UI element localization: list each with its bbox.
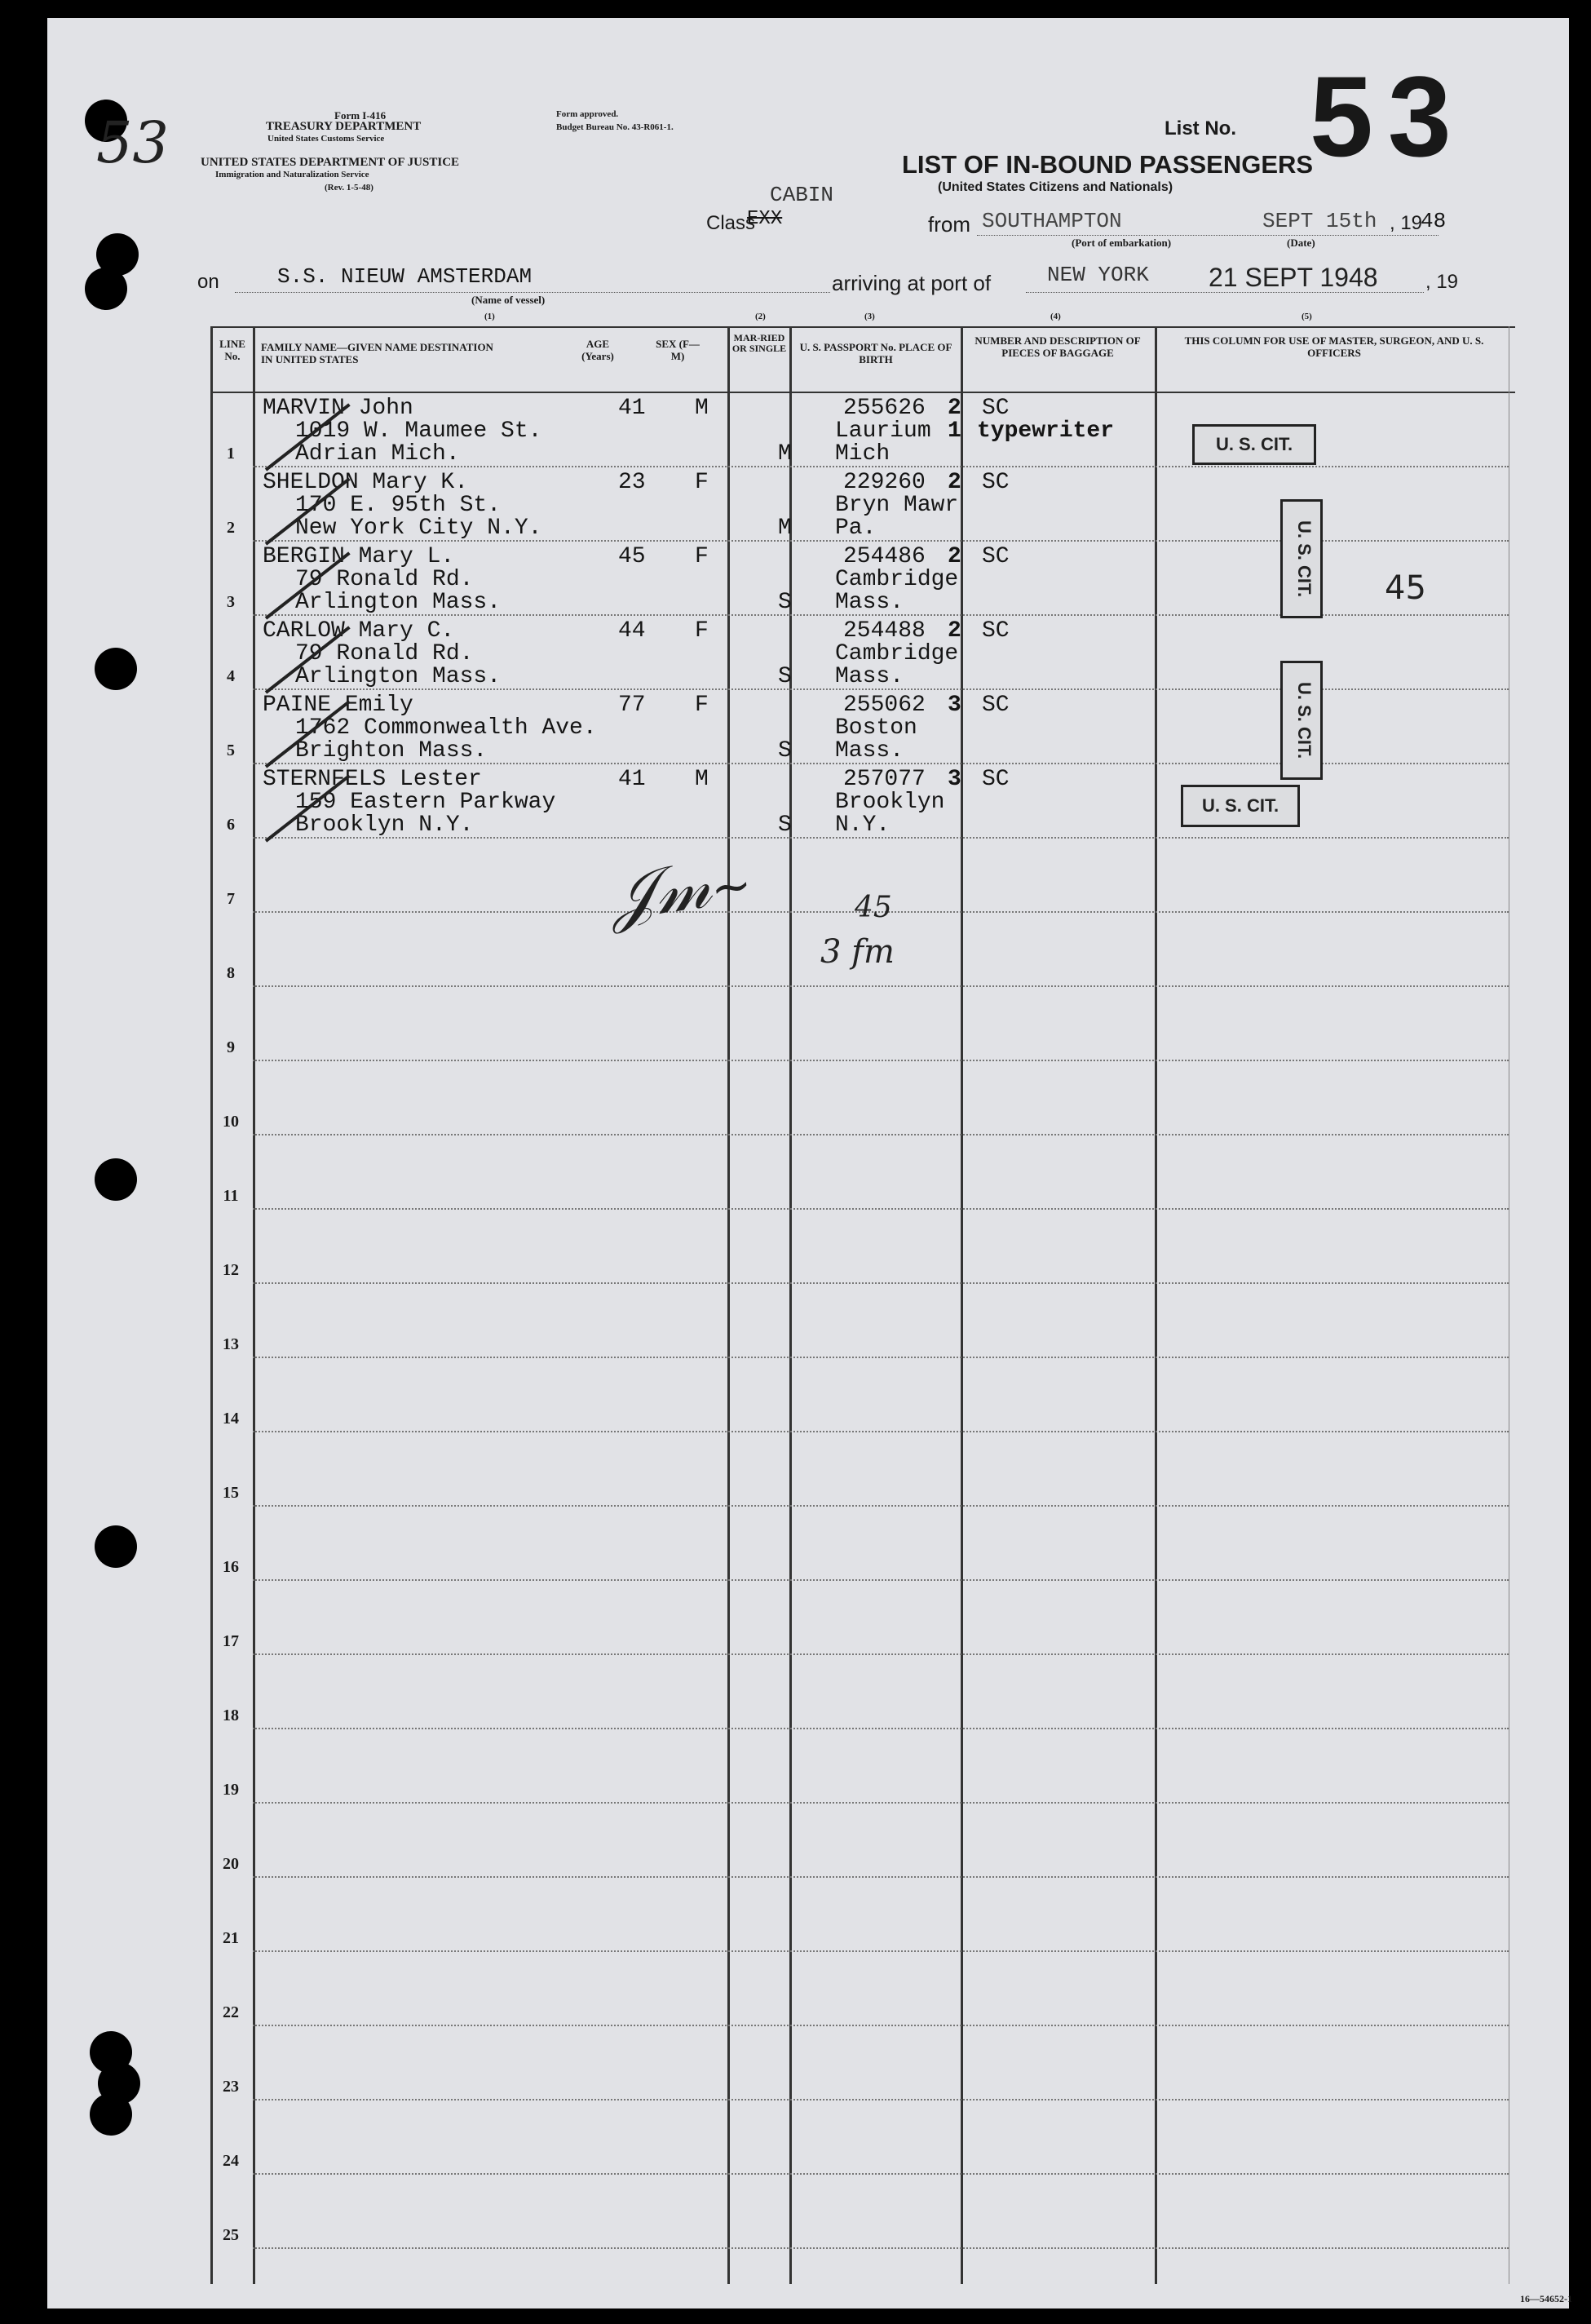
baggage-type: SC [982, 693, 1010, 718]
row-rule [253, 2247, 1509, 2249]
line-number: 4 [227, 667, 235, 685]
arriving-label: arriving at port of [832, 271, 992, 295]
line-number: 12 [223, 1261, 239, 1279]
print-code: 16—54652-1 [1520, 2293, 1572, 2304]
passenger-name: MARVIN John [263, 396, 413, 421]
passenger-city: Brighton Mass. [295, 738, 488, 764]
passenger-sex: F [695, 618, 709, 644]
passenger-age: 23 [618, 470, 646, 495]
baggage-type: typewriter [977, 418, 1115, 444]
row-rule [253, 1876, 1509, 1878]
row-rule [253, 1208, 1509, 1210]
row-rule [253, 1357, 1509, 1358]
line-number: 6 [227, 816, 235, 834]
us-citizen-stamp: U. S. CIT. [1192, 424, 1316, 465]
class-label: Class [706, 212, 756, 234]
passport-number: 254486 [843, 544, 926, 569]
line-number: 9 [227, 1038, 235, 1056]
port-caption: (Port of embarkation) [1072, 237, 1172, 249]
col-header-age: AGE (Years) [581, 338, 614, 362]
line-number: 1 [227, 445, 235, 463]
port-of-embarkation: SOUTHAMPTON [982, 209, 1122, 233]
header-bottom-rule [210, 392, 1515, 393]
line-number: 20 [223, 1855, 239, 1873]
passenger-address: 170 E. 95th St. [295, 493, 502, 518]
passenger-city: Adrian Mich. [295, 441, 460, 467]
passenger-marital-status: S [778, 664, 792, 689]
class-struck-value: EXX [747, 208, 783, 230]
us-citizen-stamp: U. S. CIT. [1280, 661, 1323, 780]
line-number: 16 [223, 1558, 239, 1576]
col-rule-passport [789, 326, 792, 2284]
line-number: 10 [223, 1113, 239, 1131]
line-number: 24 [223, 2152, 239, 2170]
handwritten-count: 45 [855, 891, 892, 924]
on-label: on [197, 271, 219, 293]
baggage-count: 1 [948, 418, 961, 444]
passenger-name: BERGIN Mary L. [263, 544, 455, 569]
col-rule-officers [1155, 326, 1157, 2284]
passenger-address: 1762 Commonwealth Ave. [295, 715, 597, 741]
col-header-line-no: LINE No. [219, 338, 245, 362]
line-number: 11 [223, 1187, 239, 1205]
passenger-name: CARLOW Mary C. [263, 618, 455, 644]
passenger-marital-status: S [778, 590, 792, 615]
punch-hole [95, 648, 137, 690]
immigration-service: Immigration and Naturalization Service [215, 170, 369, 179]
passenger-marital-status: M [778, 516, 792, 541]
handwritten-list-number: 53 [96, 109, 170, 176]
birth-state: N.Y. [835, 812, 891, 838]
class-value: CABIN [770, 183, 834, 207]
line-number: 23 [223, 2078, 239, 2096]
line-number: 7 [227, 890, 235, 908]
baggage-count: 2 [948, 618, 961, 644]
row-rule [253, 2025, 1509, 2026]
passenger-address: 79 Ronald Rd. [295, 567, 474, 592]
arrival-year: , 19 [1425, 271, 1459, 293]
baggage-count: 2 [948, 470, 961, 495]
embarkation-date: SEPT 15th [1262, 209, 1377, 233]
passenger-name: PAINE Emily [263, 693, 413, 718]
page-title: LIST OF IN-BOUND PASSENGERS [902, 150, 1314, 179]
list-no-value: 53 [1310, 52, 1466, 180]
punch-hole [95, 1158, 137, 1201]
line-number: 3 [227, 593, 235, 611]
from-underline [977, 235, 1439, 237]
birth-state: Mass. [835, 590, 904, 615]
punch-hole [85, 268, 127, 310]
col-num-1: (1) [484, 312, 495, 321]
baggage-type: SC [982, 470, 1010, 495]
passenger-age: 44 [618, 618, 646, 644]
vessel-name: S.S. NIEUW AMSTERDAM [277, 264, 533, 289]
birth-place: Cambridge [835, 641, 959, 666]
row-rule [253, 1505, 1509, 1507]
passenger-name: SHELDON Mary K. [263, 470, 469, 495]
list-no-label: List No. [1165, 117, 1236, 139]
passport-number: 254488 [843, 618, 926, 644]
passenger-age: 45 [618, 544, 646, 569]
row-rule [253, 1431, 1509, 1432]
date-caption: (Date) [1287, 237, 1315, 249]
passenger-marital-status: S [778, 738, 792, 764]
passenger-name: STERNFELS Lester [263, 767, 482, 792]
passenger-city: Brooklyn N.Y. [295, 812, 474, 838]
department-of-justice: UNITED STATES DEPARTMENT OF JUSTICE [201, 156, 460, 169]
passenger-sex: M [695, 767, 709, 792]
baggage-type: SC [982, 618, 1010, 644]
form-number: Form I-416 [334, 109, 387, 122]
col-header-married: MAR-RIED OR SINGLE [731, 332, 787, 354]
col-header-baggage: NUMBER AND DESCRIPTION OF PIECES OF BAGGAGE [974, 334, 1141, 359]
handwritten-note: 3 fm [820, 933, 895, 971]
birth-place: Bryn Mawr [835, 493, 959, 518]
passenger-address: 159 Eastern Parkway [295, 790, 556, 815]
line-number: 19 [223, 1781, 239, 1799]
signature-scrawl: ~ [706, 856, 756, 919]
line-number: 8 [227, 964, 235, 982]
passenger-sex: M [695, 396, 709, 421]
passenger-address: 1019 W. Maumee St. [295, 418, 542, 444]
passenger-city: New York City N.Y. [295, 516, 542, 541]
line-number: 13 [223, 1335, 239, 1353]
passenger-sex: F [695, 544, 709, 569]
treasury-department: TREASURY DEPARTMENT [266, 120, 422, 133]
passenger-address: 79 Ronald Rd. [295, 641, 474, 666]
line-number: 25 [223, 2226, 239, 2244]
us-citizen-stamp: U. S. CIT. [1280, 499, 1323, 618]
passenger-marital-status: S [778, 812, 792, 838]
manifest-sheet [47, 18, 1572, 2309]
row-rule [253, 1653, 1509, 1655]
from-label: from [928, 212, 970, 237]
row-rule [253, 1579, 1509, 1581]
passenger-sex: F [695, 470, 709, 495]
col-rule-married [727, 326, 730, 2284]
row-rule [253, 2173, 1509, 2175]
line-number: 21 [223, 1929, 239, 1947]
passenger-city: Arlington Mass. [295, 664, 502, 689]
row-rule [253, 1060, 1509, 1061]
col-rule-name [253, 326, 255, 2284]
line-number: 5 [227, 741, 235, 759]
birth-place: Boston [835, 715, 917, 741]
baggage-count: 3 [948, 767, 961, 792]
col-header-officers: THIS COLUMN FOR USE OF MASTER, SURGEON, AND U. S. OFFICERS [1184, 334, 1484, 359]
passenger-marital-status: M [778, 441, 792, 467]
passenger-age: 41 [618, 767, 646, 792]
date-year-value: 48 [1421, 209, 1447, 233]
passenger-age: 41 [618, 396, 646, 421]
date-year-prefix: , 19 [1390, 212, 1423, 234]
baggage-count: 2 [948, 544, 961, 569]
vessel-caption: (Name of vessel) [471, 294, 546, 306]
row-rule [253, 985, 1509, 987]
col-header-passport: U. S. PASSPORT No. PLACE OF BIRTH [799, 341, 952, 365]
line-number: 22 [223, 2003, 239, 2021]
row-rule [253, 1728, 1509, 1729]
us-citizen-stamp: U. S. CIT. [1181, 785, 1300, 827]
line-number: 18 [223, 1706, 239, 1724]
budget-bureau: Budget Bureau No. 43-R061-1. [556, 122, 674, 132]
col-num-3: (3) [864, 312, 875, 321]
birth-state: Pa. [835, 516, 877, 541]
passenger-sex: F [695, 693, 709, 718]
birth-state: Mass. [835, 664, 904, 689]
baggage-count: 3 [948, 693, 961, 718]
row-rule [253, 1950, 1509, 1952]
punch-hole [95, 1525, 137, 1568]
row-rule [253, 1134, 1509, 1135]
page-subtitle: (United States Citizens and Nationals) [938, 180, 1173, 194]
line-number: 2 [227, 519, 235, 537]
arrival-date-stamp: 21 SEPT 1948 [1209, 263, 1378, 292]
line-number: 17 [223, 1632, 239, 1650]
form-approved: Form approved. [556, 109, 619, 119]
birth-place: Brooklyn [835, 790, 945, 815]
baggage-count: 2 [948, 396, 961, 421]
punch-hole [90, 2093, 132, 2136]
col-num-4: (4) [1050, 312, 1061, 321]
line-number: 14 [223, 1410, 239, 1428]
passport-number: 255062 [843, 693, 926, 718]
birth-state: Mich [835, 441, 891, 467]
line-number: 15 [223, 1484, 239, 1502]
baggage-type: SC [982, 767, 1010, 792]
birth-place: Cambridge [835, 567, 959, 592]
col-header-name: FAMILY NAME—GIVEN NAME DESTINATION IN UNITED STATES [261, 341, 493, 365]
birth-place: Laurium [835, 418, 931, 444]
total-count: 45 [1385, 569, 1426, 607]
passport-number: 255626 [843, 396, 926, 421]
customs-service: United States Customs Service [267, 134, 385, 144]
table-left-rule [210, 326, 213, 2284]
passenger-age: 77 [618, 693, 646, 718]
baggage-type: SC [982, 396, 1010, 421]
row-rule [253, 1282, 1509, 1284]
col-header-sex: SEX (F—M) [656, 338, 700, 362]
birth-state: Mass. [835, 738, 904, 764]
passport-number: 257077 [843, 767, 926, 792]
table-top-rule [210, 326, 1515, 328]
col-num-2: (2) [755, 312, 766, 321]
arrival-port: NEW YORK [1047, 263, 1149, 287]
baggage-type: SC [982, 544, 1010, 569]
row-rule [253, 2099, 1509, 2100]
passport-number: 229260 [843, 470, 926, 495]
col-num-5: (5) [1302, 312, 1312, 321]
arriving-underline [1026, 292, 1424, 294]
revision: (Rev. 1-5-48) [325, 183, 373, 193]
row-rule [253, 1802, 1509, 1804]
passenger-city: Arlington Mass. [295, 590, 502, 615]
signature: 𝒥𝓂~ [605, 846, 756, 936]
